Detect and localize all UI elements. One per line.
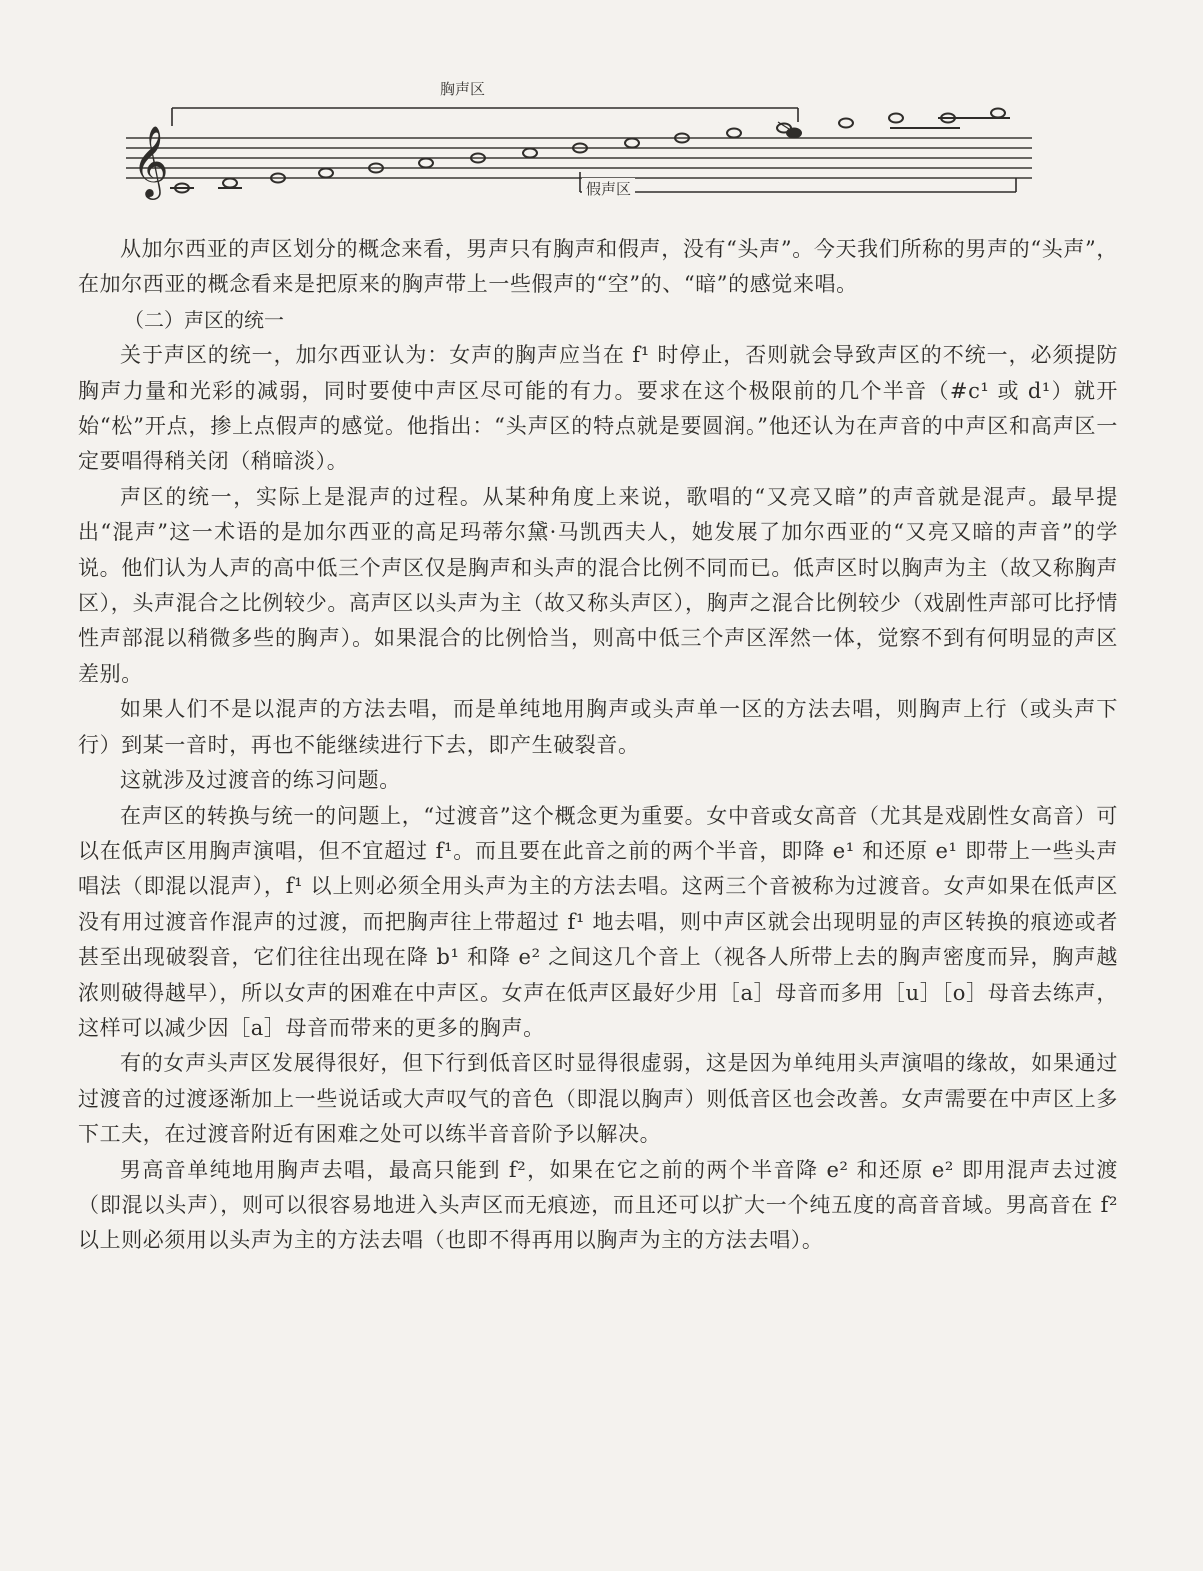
paragraph: 男高音单纯地用胸声去唱，最高只能到 f²，如果在它之前的两个半音降 e² 和还原 e² 即用混声去过渡（即混以头声），则可以很容易地进入头声区而无痕迹，而且还可以扩大一个纯五度的高音音域。男高音在 f² 以上则必须用以头声为主的方法去唱（也即不得再用以胸声为主的方法去唱）。 <box>78 1157 1118 1253</box>
treble-clef-icon: 𝄞 <box>132 124 169 197</box>
section-heading: （二）声区的统一 <box>124 307 284 332</box>
paragraph: 如果人们不是以混声的方法去唱，而是单纯地用胸声或头声单一区的方法去唱，则胸声上行（或头声下行）到某一音时，再也不能继续进行下去，即产生破裂音。 <box>78 697 1118 757</box>
paragraph: 在声区的转换与统一的问题上，“过渡音”这个概念更为重要。女中音或女高音（尤其是戏剧性女高音）可以在低声区用胸声演唱，但不宜超过 f¹。而且要在此音之前的两个半音，即降 e¹ 和还原 e¹ 即带上一些头声唱法（即混以混声），f¹ 以上则必须全用头声为主的方法去唱。这两三个音被称为过渡音。女声如果在低声区没有用过渡音作混声的过渡，而把胸声往上带超过 f¹ 地去唱，则中声区就会出现明显的声区转换的痕迹或者甚至出现破裂音，它们往往出现在降 b¹ 和降 e² 之间这几个音上（视各人所带上去的胸声密度而异，胸声越浓则破得越早），所以女声的困难在中声区。女声在低声区最好少用［a］母音而多用［u］［o］母音去练声，这样可以减少因［a］母音而带来的更多的胸声。 <box>78 803 1118 1040</box>
chest-register-bracket <box>172 108 798 126</box>
vocal-register-staff-figure <box>120 70 1040 210</box>
staff-svg <box>120 70 1040 210</box>
chest-register-label: 胸声区 <box>440 80 486 98</box>
paragraph: 关于声区的统一，加尔西亚认为：女声的胸声应当在 f¹ 时停止，否则就会导致声区的不统一，必须提防胸声力量和光彩的减弱，同时要使中声区尽可能的有力。要求在这个极限前的几个半音（#c¹ 或 d¹）就开始“松”开点，掺上点假声的感觉。他指出：“头声区的特点就是要圆润。”他还认为在声音的中声区和高声区一定要唱得稍关闭（稍暗淡）。 <box>78 343 1118 474</box>
paragraph: 有的女声头声区发展得很好，但下行到低音区时显得很虚弱，这是因为单纯用头声演唱的缘故，如果通过过渡音的过渡逐渐加上一些说话或大声叹气的音色（即混以胸声）则低音区也会改善。女声需要在中声区上多下工夫，在过渡音附近有困难之处可以练半音音阶予以解决。 <box>78 1051 1118 1147</box>
body-text <box>78 232 1118 1259</box>
paragraph: 从加尔西亚的声区划分的概念来看，男声只有胸声和假声，没有“头声”。今天我们所称的男声的“头声”，在加尔西亚的概念看来是把原来的胸声带上一些假声的“空”的、“暗”的感觉来唱。 <box>78 237 1118 297</box>
falsetto-register-bracket <box>580 172 1016 192</box>
paragraph: 声区的统一，实际上是混声的过程。从某种角度上来说，歌唱的“又亮又暗”的声音就是混声。最早提出“混声”这一术语的是加尔西亚的高足玛蒂尔黛·马凯西夫人，她发展了加尔西亚的“又亮又暗的声音”的学说。他们认为人声的高中低三个声区仅是胸声和头声的混合比例不同而已。低声区时以胸声为主（故又称胸声区），头声混合之比例较少。高声区以头声为主（故又称头声区），胸声之混合比例较少（戏剧性声部可比抒情性声部混以稍微多些的胸声）。如果混合的比例恰当，则高中低三个声区浑然一体，觉察不到有何明显的声区差别。 <box>78 484 1118 686</box>
falsetto-register-label: 假声区 <box>582 178 635 199</box>
paragraph: 这就涉及过渡音的练习问题。 <box>120 768 401 793</box>
